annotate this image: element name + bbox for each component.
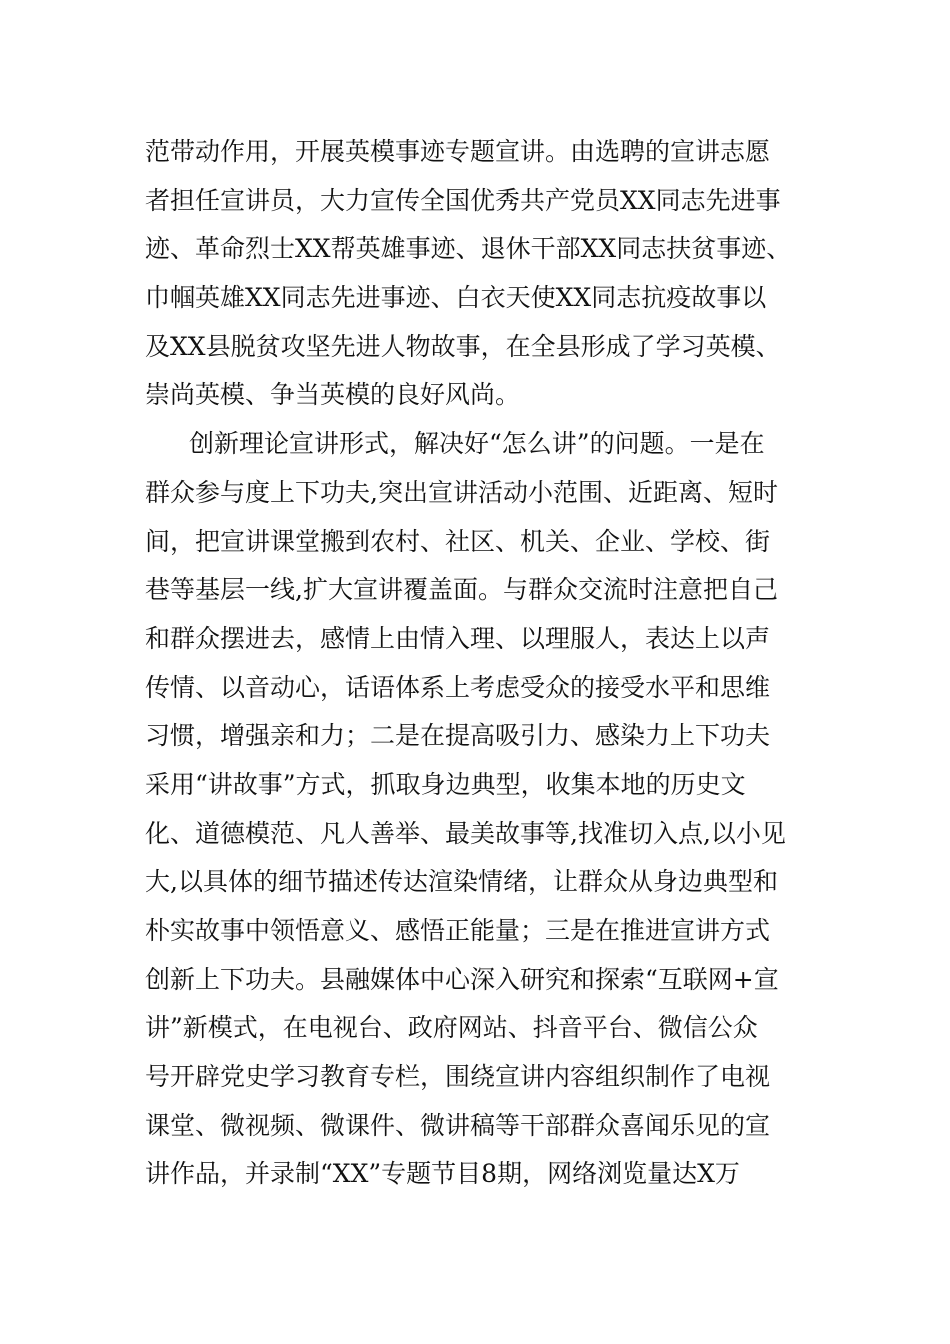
text-line: 朴实故事中领悟意义、感悟正能量；三是在推进宣讲方式 — [145, 916, 771, 945]
text-line: 创新上下功夫。县融媒体中心深入研究和探索“互联网+宣 — [145, 964, 779, 994]
text-line: 间，把宣讲课堂搬到农村、社区、机关、企业、学校、街 — [145, 526, 771, 556]
text-line: 群众参与度上下功夫,突出宣讲活动小范围、近距离、短时 — [145, 477, 778, 507]
text-line: 讲作品，并录制“XX”专题节目8期，网络浏览量达X万 — [145, 1159, 740, 1189]
text-line: 采用“讲故事”方式，抓取身边典型，收集本地的历史文 — [145, 769, 746, 799]
text-line: 大,以具体的细节描述传达渲染情绪，让群众从身边典型和 — [145, 867, 778, 897]
text-line: 者担任宣讲员，大力宣传全国优秀共产党员XX同志先进事 — [145, 185, 781, 215]
body-text — [145, 128, 825, 1199]
text-line: 巾帼英雄XX同志先进事迹、白衣天使XX同志抗疫故事以 — [145, 283, 767, 313]
text-line: 范带动作用，开展英模事迹专题宣讲。由选聘的宣讲志愿 — [145, 137, 771, 166]
text-line: 习惯，增强亲和力；二是在提高吸引力、感染力上下功夫 — [145, 721, 771, 751]
text-line: 号开辟党史学习教育专栏，围绕宣讲内容组织制作了电视 — [145, 1062, 771, 1092]
text-line: 崇尚英模、争当英模的良好风尚。 — [145, 380, 521, 410]
text-line: 及XX县脱贫攻坚先进人物故事，在全县形成了学习英模、 — [145, 331, 781, 361]
text-line: 化、道德模范、凡人善举、最美故事等,找准切入点,以小见 — [145, 818, 786, 848]
paragraph-start-line: 创新理论宣讲形式，解决好“怎么讲”的问题。一是在 — [189, 429, 765, 459]
text-line: 课堂、微视频、微课件、微讲稿等干部群众喜闻乐见的宣 — [145, 1110, 771, 1140]
text-line: 讲”新模式，在电视台、政府网站、抖音平台、微信公众 — [145, 1013, 758, 1043]
text-line: 和群众摆进去，感情上由情入理、以理服人，表达上以声 — [145, 623, 771, 653]
text-line: 传情、以音动心，话语体系上考虑受众的接受水平和思维 — [145, 672, 771, 702]
text-line: 迹、革命烈士XX帮英雄事迹、退休干部XX同志扶贫事迹、 — [145, 234, 792, 264]
text-line: 巷等基层一线,扩大宣讲覆盖面。与群众交流时注意把自己 — [145, 575, 778, 605]
